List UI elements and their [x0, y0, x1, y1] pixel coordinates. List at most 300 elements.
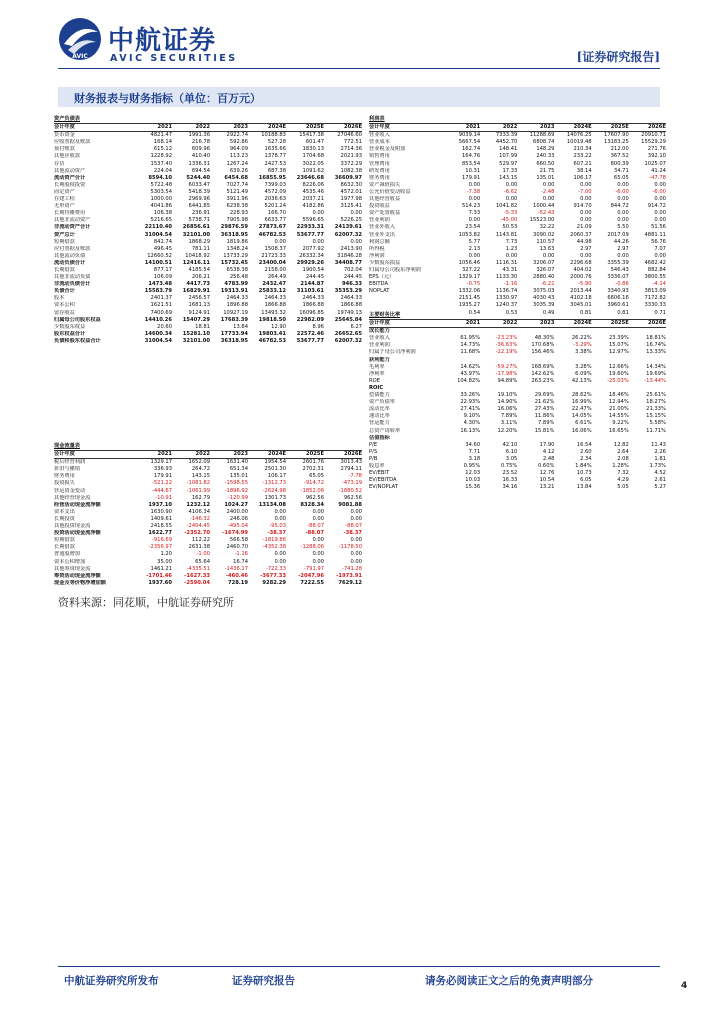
row-label: 营业外收入 — [369, 224, 395, 231]
footer-divider — [58, 966, 660, 967]
cell-value: -95.03 — [269, 523, 286, 530]
table-row — [54, 239, 362, 246]
row-label: 非流动负债合计 — [54, 281, 91, 288]
cell-value: 2400.00 — [226, 508, 248, 515]
cell-value: 11.43 — [651, 441, 666, 448]
cell-value: 16.74% — [646, 342, 666, 349]
cell-value: 16.65% — [609, 427, 629, 434]
column-header-year: 2025E — [306, 451, 324, 458]
cell-value: 0.00 — [654, 210, 666, 217]
cell-value: 21.75 — [539, 167, 555, 174]
cell-value: 6033.47 — [188, 181, 210, 188]
row-label: 固定资产 — [54, 188, 75, 195]
cell-value: 216.78 — [191, 139, 210, 146]
column-header-year: 2026E — [647, 124, 666, 131]
cell-value: 1133.30 — [495, 274, 518, 281]
cell-value: 7399.03 — [264, 181, 286, 188]
cell-value: 19313.91 — [220, 288, 248, 295]
cell-value: 1000.00 — [150, 196, 172, 203]
cell-value — [592, 435, 629, 442]
cell-value — [480, 328, 517, 335]
table-row — [369, 442, 666, 449]
cell-value: 2.48 — [542, 455, 555, 462]
column-header-year: 2021 — [465, 124, 481, 131]
cell-value: 35.00 — [157, 558, 172, 565]
cell-value: 14.34% — [646, 363, 666, 370]
cell-value: 106.38 — [153, 210, 172, 217]
cell-value: 2969.96 — [188, 196, 210, 203]
cell-value: 264.49 — [267, 274, 286, 281]
cell-value: -88.07 — [345, 523, 362, 530]
row-label: 营业利润 — [369, 217, 390, 224]
income-statement-title: 利润表 — [369, 116, 385, 122]
cell-value: 0.00 — [468, 181, 481, 188]
cell-value: 22.47% — [571, 406, 592, 413]
cell-value: -4.14 — [652, 281, 666, 288]
cell-value: 592.86 — [229, 139, 248, 146]
cell-value: 8328.34 — [300, 501, 324, 508]
cell-value: 29876.59 — [220, 224, 248, 231]
cell-value: 3330.33 — [644, 302, 666, 309]
cell-value: -59.27% — [495, 363, 518, 370]
cell-value: 2158.00 — [264, 266, 286, 273]
row-label: 归属母公司股东净利润 — [369, 266, 421, 273]
cell-value: 2036.63 — [264, 196, 286, 203]
cell-value: -460.46 — [225, 572, 248, 579]
cell-value: 46782.53 — [258, 337, 286, 344]
cell-value: 142.62% — [531, 370, 555, 377]
cell-value: 0.00 — [542, 252, 555, 259]
cell-value: 15.15% — [646, 413, 666, 420]
cell-value: 0.00 — [654, 252, 666, 259]
cell-value: 842.74 — [153, 238, 172, 245]
page-header — [0, 0, 724, 80]
table-row — [369, 420, 666, 427]
table-header-row — [54, 123, 362, 132]
cell-value: 210.34 — [573, 146, 592, 153]
cell-value: 1056.46 — [458, 259, 481, 266]
column-header-year: 2024E — [268, 124, 286, 131]
row-label: EV/NOPLAT — [369, 484, 398, 491]
table-row — [369, 210, 666, 217]
cell-value: 148.29 — [536, 146, 555, 153]
cell-value: 546.43 — [610, 266, 629, 273]
header-divider — [58, 68, 660, 69]
cell-value: -10.91 — [155, 494, 172, 501]
cell-value: 33.26% — [460, 392, 481, 399]
cell-value: 27046.60 — [337, 132, 362, 139]
cell-value: -444.67 — [151, 487, 172, 494]
row-label: 应收票据及账款 — [54, 139, 91, 146]
cell-value: 28.62% — [571, 392, 592, 399]
cell-value: 31004.54 — [144, 337, 172, 344]
cell-value: 20910.71 — [641, 132, 666, 139]
cell-value: 7172.82 — [644, 295, 666, 302]
cell-value: 65.05 — [309, 473, 324, 480]
row-label: 营运能力 — [369, 420, 390, 427]
cell-value: 8226.06 — [302, 181, 324, 188]
cell-value — [554, 435, 591, 442]
cell-value: 62007.32 — [334, 337, 362, 344]
cell-value: 15417.38 — [299, 132, 324, 139]
cell-value: -521.22 — [151, 480, 172, 487]
cell-value: 3372.29 — [340, 160, 362, 167]
cell-value: 14600.34 — [144, 330, 172, 337]
row-label: 流动比率 — [369, 406, 390, 413]
cell-value: 5303.54 — [150, 188, 172, 195]
cell-value: -36.63% — [495, 342, 518, 349]
cell-value: 12.90 — [271, 323, 286, 330]
cell-value: -23.23% — [495, 335, 518, 342]
cell-value: 6.09% — [575, 370, 592, 377]
cell-value: 5667.54 — [458, 139, 481, 146]
cell-value: 0.00 — [542, 196, 555, 203]
cell-value: 0.00 — [350, 508, 362, 515]
cell-value: 22.93% — [460, 399, 481, 406]
cell-value: 529.97 — [499, 160, 518, 167]
table-header-row — [54, 450, 362, 459]
cell-value: 3813.09 — [644, 288, 666, 295]
cell-value: 135.01 — [536, 174, 555, 181]
table-row — [369, 428, 666, 435]
cell-value: 31103.61 — [296, 288, 324, 295]
cell-value: 2702.31 — [302, 466, 324, 473]
row-label: 资产减值损失 — [369, 181, 401, 188]
cell-value: 882.84 — [647, 266, 666, 273]
cell-value: 240.33 — [536, 153, 555, 160]
cell-value: 162.74 — [462, 146, 481, 153]
cell-value: 4783.99 — [224, 281, 248, 288]
cell-value: 0.00 — [505, 181, 518, 188]
table-row — [369, 295, 666, 302]
cell-value: 15281.10 — [182, 330, 210, 337]
column-header-year: 2023 — [233, 451, 248, 458]
cell-value: 5216.65 — [150, 217, 172, 224]
column-header-label: 会计年度 — [369, 124, 390, 131]
row-label: P/E — [369, 441, 378, 448]
table-row — [369, 302, 666, 309]
cell-value: 0.00 — [654, 196, 666, 203]
cell-value: 1473.48 — [148, 281, 172, 288]
cell-value: 148.41 — [499, 146, 518, 153]
cell-value: 1866.88 — [264, 302, 286, 309]
row-label: 负债和股东权益合计 — [54, 337, 101, 344]
cell-value: 0.95% — [463, 462, 481, 469]
row-label: 公允价值变动收益 — [369, 188, 411, 195]
cell-value: 0.00 — [350, 537, 362, 544]
cell-value — [629, 357, 666, 364]
row-label: 在建工程 — [54, 196, 75, 203]
cell-value: 14100.51 — [144, 259, 172, 266]
cell-value: 0.00 — [274, 551, 286, 558]
cell-value: 10.54 — [539, 477, 555, 484]
table-row — [54, 480, 362, 487]
row-label: 少数股东权益 — [54, 323, 86, 330]
cell-value: 0.00 — [580, 217, 592, 224]
cell-value: 2013.44 — [570, 288, 592, 295]
row-label: 营业收入 — [369, 335, 390, 342]
cell-value: 1.73% — [649, 462, 666, 469]
cell-value: 22110.40 — [144, 224, 172, 231]
cell-value — [480, 435, 517, 442]
cell-value: 12.94% — [609, 399, 629, 406]
cell-value — [443, 435, 480, 442]
cell-value: 0.00 — [617, 181, 629, 188]
cell-value: 9.10% — [463, 413, 481, 420]
cell-value: 17683.39 — [220, 316, 248, 323]
table-row — [54, 573, 362, 580]
cell-value: -6.00 — [615, 188, 629, 195]
table-row — [369, 371, 666, 378]
cell-value: -1312.73 — [262, 480, 286, 487]
cell-value: 61.95% — [460, 335, 481, 342]
table-row — [54, 175, 362, 182]
cell-value: 392.10 — [647, 153, 666, 160]
cell-value: 1537.40 — [150, 160, 172, 167]
cell-value: -88.07 — [305, 530, 324, 537]
row-label: P/S — [369, 448, 378, 455]
cell-value: 7.07 — [654, 245, 666, 252]
table-row — [54, 274, 362, 281]
cell-value: 34.71 — [613, 167, 629, 174]
cell-value: 106.17 — [267, 473, 286, 480]
row-label: 总资产周转率 — [369, 427, 401, 434]
row-label: 股东权益合计 — [54, 330, 86, 337]
cell-value: -741.28 — [341, 565, 362, 572]
cell-value: 3.38% — [575, 349, 592, 356]
cell-value: 17607.90 — [604, 132, 629, 139]
cell-value: 1.81 — [654, 455, 666, 462]
cell-value: -13.44% — [644, 377, 666, 384]
cell-value: 32.22 — [539, 224, 555, 231]
cell-value: 853.54 — [462, 160, 481, 167]
cell-value: -495.04 — [227, 523, 248, 530]
cell-value: 1348.24 — [226, 245, 248, 252]
row-label: 资本支出 — [54, 508, 75, 515]
cell-value: -0.75 — [466, 281, 481, 288]
cell-value: 0.00 — [312, 210, 324, 217]
cash-flow-title: 现金流量表 — [54, 443, 80, 449]
cell-value: 32101.00 — [182, 231, 210, 238]
cell-value: -916.69 — [151, 537, 172, 544]
cell-value: 16.33 — [502, 477, 518, 484]
footer-publisher: 中航证券研究所发布 — [64, 975, 159, 987]
cell-value: 4572.09 — [264, 188, 286, 195]
cell-value: 2464.33 — [340, 295, 362, 302]
cell-value: 0.60% — [537, 462, 555, 469]
cell-value: 7.73 — [505, 238, 518, 245]
data-source-note: 资料来源：同花顺，中航证券研究所 — [58, 596, 234, 609]
cell-value: 0.00 — [312, 515, 324, 522]
cell-value: 34.16 — [502, 484, 518, 491]
row-label: ROIC — [369, 384, 384, 391]
cell-value: 170.68% — [531, 342, 555, 349]
cell-value: 0.00 — [312, 238, 324, 245]
cell-value: 0.00 — [580, 210, 592, 217]
cell-value: 16.06% — [497, 406, 518, 413]
cash-flow-table — [54, 443, 362, 587]
cell-value: -52.43 — [537, 210, 555, 217]
cell-value: 19818.50 — [258, 316, 286, 323]
cell-value: 21.00% — [609, 406, 629, 413]
cell-value: -38.37 — [267, 530, 286, 537]
cell-value — [592, 328, 629, 335]
cell-value: 1024.27 — [224, 501, 248, 508]
cell-value: 877.17 — [153, 266, 172, 273]
cell-value: 3.05 — [505, 455, 518, 462]
cell-value: 0.00 — [468, 252, 481, 259]
cell-value — [517, 385, 554, 392]
row-label: 其他筹资现金流 — [54, 565, 91, 572]
table-row — [369, 456, 666, 463]
table-row — [369, 484, 666, 491]
cell-value: -1.00 — [196, 551, 210, 558]
cell-value: 0.00 — [350, 210, 362, 217]
row-label: 其他非流动资产 — [54, 217, 91, 224]
row-label: 长期借款 — [54, 266, 75, 273]
cell-value: 14076.25 — [566, 132, 592, 139]
cell-value: 19749.13 — [337, 309, 362, 316]
cell-value: 1937.10 — [148, 501, 172, 508]
row-label: 获利能力 — [369, 356, 390, 363]
cell-value: 3800.55 — [644, 274, 666, 281]
column-header-year: 2022 — [195, 451, 210, 458]
cell-value: -5.90 — [578, 281, 592, 288]
cell-value: 7027.74 — [226, 181, 248, 188]
cell-value: 21.33% — [646, 406, 666, 413]
cell-value: -1674.99 — [222, 530, 248, 537]
row-label: ROE — [369, 377, 380, 384]
table-row — [54, 324, 362, 331]
cell-value: 2017.09 — [607, 231, 629, 238]
row-label: 应付票据及账款 — [54, 245, 91, 252]
row-label: 估值指标 — [369, 434, 390, 441]
cell-value: 104.82% — [457, 377, 481, 384]
cell-value: 2714.36 — [340, 146, 362, 153]
cell-value: 660.50 — [536, 160, 555, 167]
cell-value: 5244.40 — [186, 174, 210, 181]
cell-value: 0.00 — [350, 515, 362, 522]
cell-value: 639.26 — [229, 167, 248, 174]
cell-value — [517, 328, 554, 335]
cell-value: 4535.46 — [302, 188, 324, 195]
column-header-year: 2023 — [233, 124, 248, 131]
cell-value: 10.73 — [576, 470, 592, 477]
row-label: 长期投资 — [54, 515, 75, 522]
cell-value: 26652.65 — [334, 330, 362, 337]
table-row — [54, 232, 362, 239]
table-row — [369, 196, 666, 203]
cell-value: -45.00 — [500, 217, 518, 224]
cell-value: 168.69% — [531, 363, 555, 370]
table-row — [369, 335, 666, 342]
table-row — [54, 338, 362, 345]
cell-value: 14.62% — [460, 363, 481, 370]
cell-value: 4106.34 — [188, 508, 210, 515]
cell-value: 2401.37 — [150, 295, 172, 302]
row-label: 负债合计 — [54, 288, 75, 295]
cell-value: 702.04 — [343, 266, 362, 273]
cell-value: 10.31 — [465, 167, 481, 174]
cell-value: 12.66% — [609, 363, 629, 370]
cell-value: 1378.77 — [264, 153, 286, 160]
column-header-year: 2023 — [540, 124, 555, 131]
cell-value: 0.00 — [274, 558, 286, 565]
cell-value: 50.53 — [502, 224, 518, 231]
cell-value: 2144.87 — [300, 281, 324, 288]
row-label: 货币资金 — [54, 132, 75, 139]
row-label: 投资活动现金流净额 — [54, 530, 101, 537]
row-label: EV/EBIT — [369, 470, 390, 477]
cell-value — [592, 385, 629, 392]
cell-value: 1000.44 — [533, 203, 555, 210]
cell-value — [480, 385, 517, 392]
table-row — [54, 196, 362, 203]
table-row — [369, 132, 666, 139]
cell-value: 2922.74 — [226, 132, 248, 139]
row-label: 其他流动资产 — [54, 167, 86, 174]
cell-value: 36318.95 — [220, 337, 248, 344]
cell-value: 1.84% — [575, 462, 592, 469]
row-label: 资本公积 — [54, 302, 75, 309]
cell-value: 4417.73 — [186, 281, 210, 288]
cell-value: 6633.77 — [264, 217, 286, 224]
cell-value: 236.91 — [191, 210, 210, 217]
table-row — [369, 477, 666, 484]
row-label: 短期借款 — [54, 238, 75, 245]
cell-value: 10019.48 — [566, 139, 592, 146]
cell-value: 1.23 — [505, 245, 518, 252]
cell-value: 16.54 — [576, 441, 592, 448]
cell-value: 2021.93 — [340, 153, 362, 160]
row-label: EBITDA — [369, 281, 388, 288]
cell-value: 34408.77 — [334, 259, 362, 266]
cell-value: 1053.82 — [458, 231, 481, 238]
cell-value: 53677.77 — [296, 337, 324, 344]
cell-value: 2464.33 — [302, 295, 324, 302]
cell-value: -1436.17 — [224, 565, 248, 572]
cell-value: 2.64 — [617, 448, 629, 455]
cell-value: 166.70 — [267, 210, 286, 217]
cell-value: 44.98 — [576, 238, 592, 245]
cell-value: -1.16 — [234, 551, 248, 558]
table-row — [54, 132, 362, 139]
table-row — [54, 580, 362, 587]
cell-value: 2000.76 — [570, 274, 592, 281]
table-row — [54, 566, 362, 573]
cell-value: 23646.68 — [296, 174, 324, 181]
cell-value: 2151.45 — [458, 295, 481, 302]
cell-value: 13.84 — [233, 323, 248, 330]
row-label: 流动负债合计 — [54, 259, 86, 266]
cell-value: 168.14 — [153, 139, 172, 146]
cell-value: 4182.86 — [302, 203, 324, 210]
cell-value: 233.22 — [573, 153, 592, 160]
cell-value: -2.48 — [541, 188, 555, 195]
row-label: 速动比率 — [369, 413, 390, 420]
cell-value: 1332.06 — [458, 288, 481, 295]
cell-value: 2077.92 — [302, 245, 324, 252]
cell-value: 27.43% — [534, 406, 555, 413]
table-row — [54, 253, 362, 260]
cell-value: 1267.24 — [226, 160, 248, 167]
cell-value: 1935.27 — [458, 302, 481, 309]
table-row — [369, 274, 666, 281]
row-label: 少数股东损益 — [369, 259, 401, 266]
cell-value: 29.69% — [534, 392, 555, 399]
table-row — [369, 161, 666, 168]
cell-value: 135.01 — [229, 473, 248, 480]
